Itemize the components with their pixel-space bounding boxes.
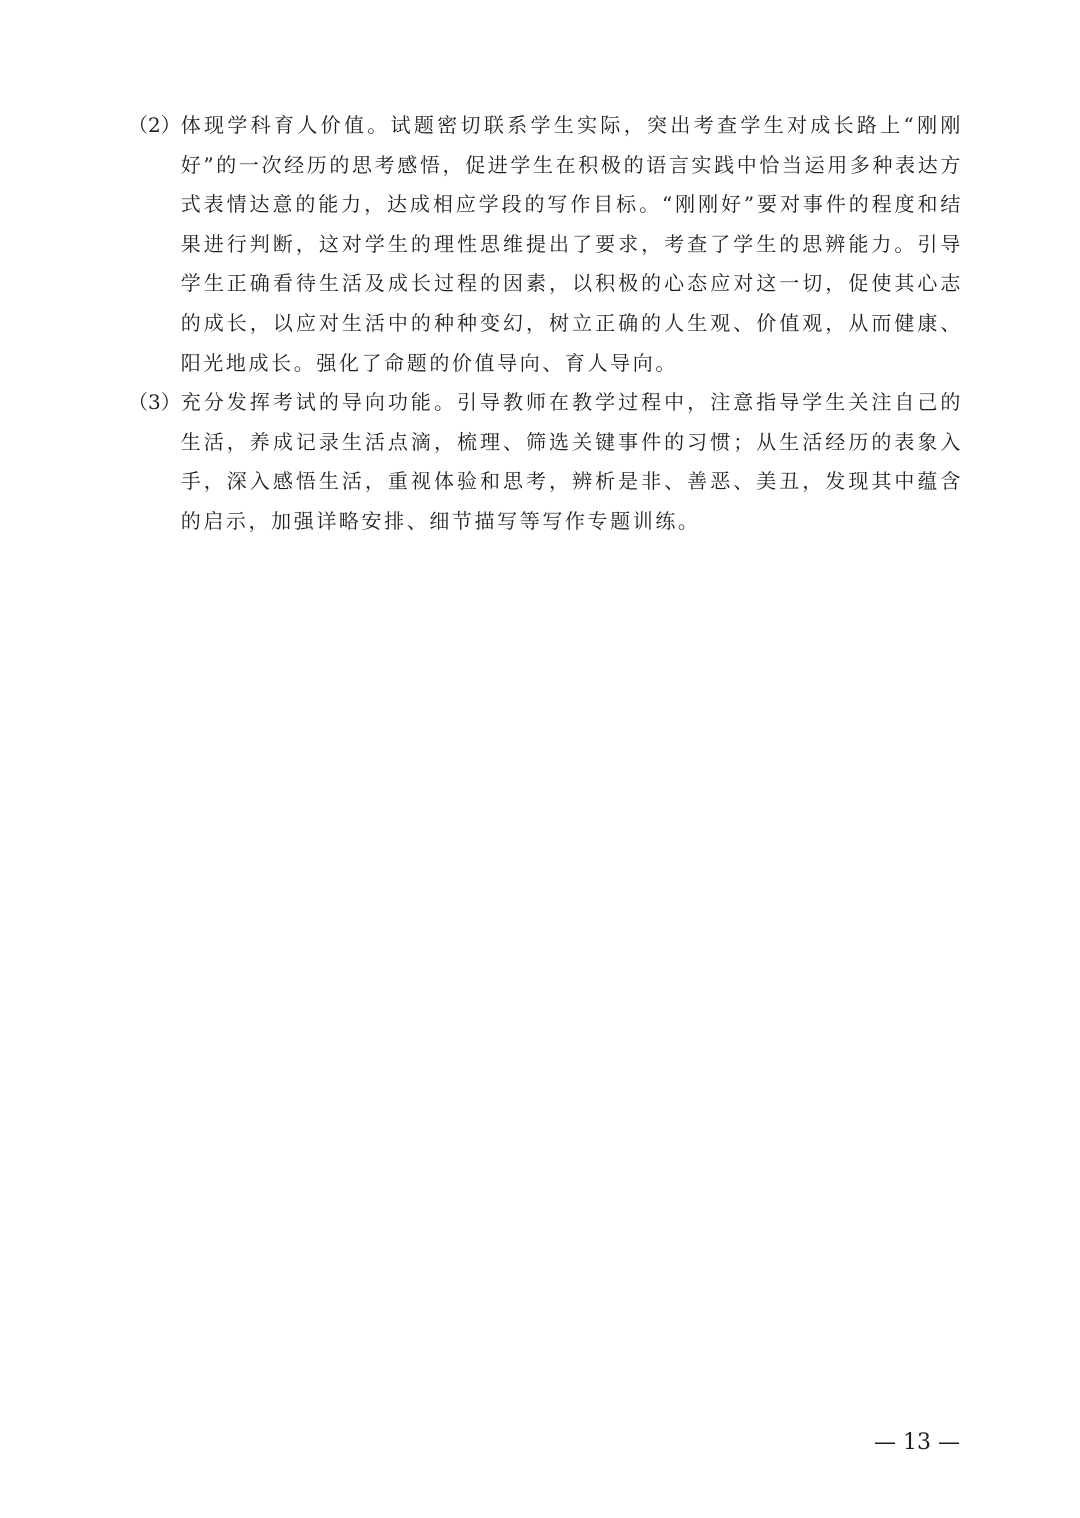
numbered-list — [128, 106, 963, 542]
list-item-3 — [128, 383, 963, 541]
page-number: — 13 — — [874, 1430, 960, 1455]
list-item-2 — [128, 106, 963, 383]
item-paragraph: 充分发挥考试的导向功能。引导教师在教学过程中，注意指导学生关注自己的生活，养成记录生活点滴，梳理、筛选关键事件的习惯；从生活经历的表象入手，深入感悟生活，重视体验和思考，辨析是非、善恶、美丑，发现其中蕴含的启示，加强详略安排、细节描写等写作专题训练。 — [180, 390, 963, 533]
item-number: （3） — [128, 390, 181, 415]
item-paragraph: 体现学科育人价值。试题密切联系学生实际，突出考查学生对成长路上“刚刚好”的一次经历的思考感悟，促进学生在积极的语言实践中恰当运用多种表达方式表情达意的能力，达成相应学段的写作目标。“刚刚好”要对事件的程度和结果进行判断，这对学生的理性思维提出了要求，考查了学生的思辨能力。引导学生正确看待生活及成长过程的因素，以积极的心态应对这一切，促使其心志的成长，以应对生活中的种种变幻，树立正确的人生观、价值观，从而健康、阳光地成长。强化了命题的价值导向、育人导向。 — [180, 113, 963, 375]
item-number: （2） — [128, 113, 181, 137]
